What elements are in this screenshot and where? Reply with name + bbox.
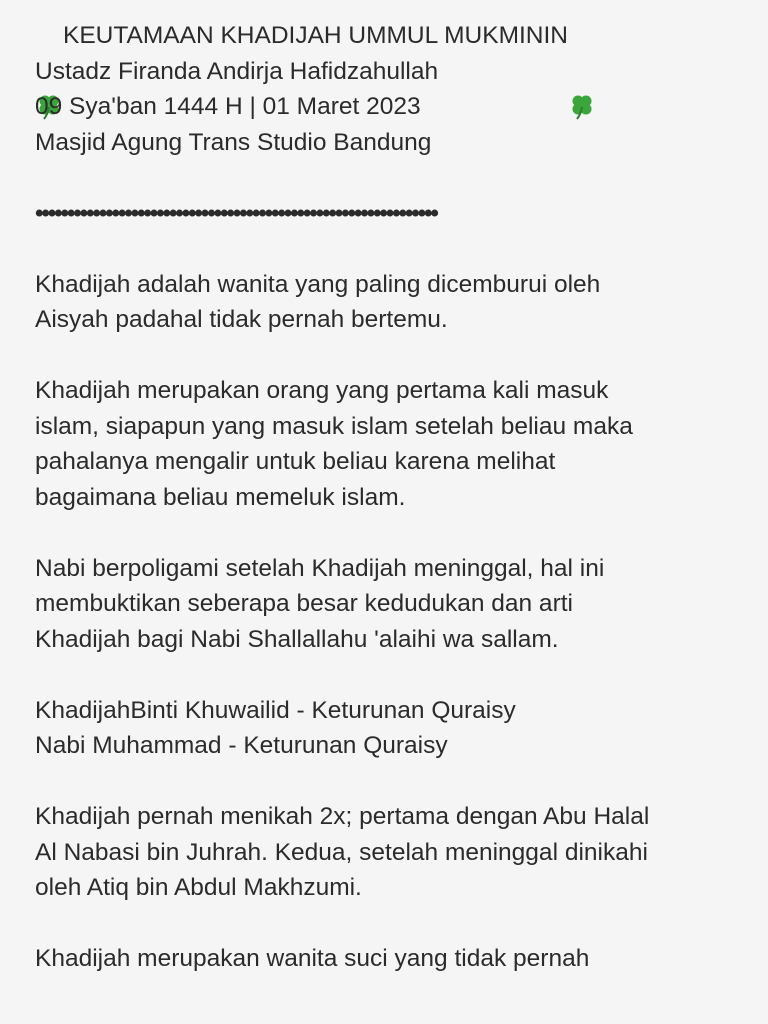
- paragraph-line: bagaimana beliau memeluk islam.: [35, 483, 406, 511]
- paragraph: [35, 693, 748, 764]
- four-leaf-clover-icon: [568, 22, 596, 50]
- paragraph: [35, 941, 748, 977]
- paragraph-spacer: [35, 515, 748, 551]
- dotted-divider: •••••••••••••••••••••••••••••••••••••••••••••••••••••••••••••••: [35, 199, 437, 227]
- paragraph-line: Khadijah bagi Nabi Shallallahu 'alaihi wa sallam.: [35, 625, 559, 653]
- paragraph-line: Khadijah merupakan wanita suci yang tidak pernah: [35, 945, 590, 972]
- paragraph-line: Khadijah pernah menikah 2x; pertama dengan Abu Halal: [35, 803, 650, 830]
- paragraph-line: pahalanya mengalir untuk beliau karena melihat: [35, 448, 556, 475]
- paragraph: [35, 373, 748, 515]
- paragraph-spacer: [35, 231, 748, 267]
- paragraph-line: Nabi Muhammad - Keturunan Quraisy: [35, 732, 448, 759]
- paragraph-spacer: [35, 764, 748, 800]
- paragraph-line: Al Nabasi bin Juhrah. Kedua, setelah meninggal dinikahi: [35, 838, 648, 866]
- paragraph-spacer: [35, 657, 748, 693]
- paragraph-line: islam, siapapun yang masuk islam setelah beliau maka: [35, 412, 633, 440]
- paragraph-line: Khadijah merupakan orang yang pertama kali masuk: [35, 377, 609, 404]
- paragraph-line: Aisyah padahal tidak pernah bertemu.: [35, 306, 448, 333]
- note-body: [35, 231, 748, 977]
- speaker-name: Ustadz Firanda Andirja Hafidzahullah: [35, 57, 439, 85]
- title-row: [35, 18, 748, 54]
- four-leaf-clover-icon: [35, 22, 63, 50]
- paragraph-line: Khadijah adalah wanita yang paling dicemburui oleh: [35, 270, 601, 298]
- paragraph-line: KhadijahBinti Khuwailid - Keturunan Quraisy: [35, 696, 516, 724]
- page-title: KEUTAMAAN KHADIJAH UMMUL MUKMININ: [63, 22, 569, 49]
- paragraph: [35, 799, 748, 906]
- event-date: 09 Sya'ban 1444 H | 01 Maret 2023: [35, 93, 421, 120]
- paragraph-line: membuktikan seberapa besar kedudukan dan arti: [35, 590, 573, 617]
- paragraph-spacer: [35, 338, 748, 374]
- paragraph-line: Nabi berpoligami setelah Khadijah meninggal, hal ini: [35, 554, 605, 582]
- paragraph: [35, 267, 748, 338]
- paragraph-line: oleh Atiq bin Abdul Makhzumi.: [35, 874, 362, 901]
- paragraph-spacer: [35, 906, 748, 942]
- paragraph: [35, 551, 748, 658]
- event-venue: Masjid Agung Trans Studio Bandung: [35, 128, 432, 156]
